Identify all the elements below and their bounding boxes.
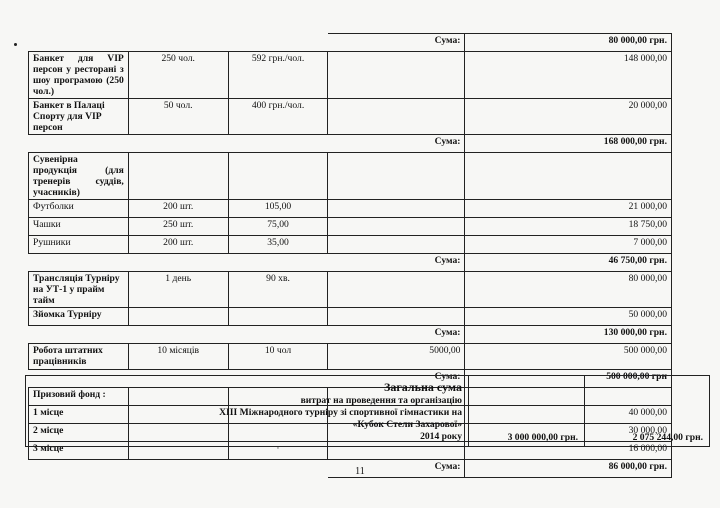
item-name: 1 місце [29,405,129,423]
sum-label: Сума: [328,34,465,52]
sum-row [29,135,672,153]
margin-dot [14,43,17,46]
sum-value: 80 000,00 грн. [465,34,672,52]
table-row [29,52,672,99]
item-total: 40 000,00 [465,405,672,423]
grand-total-line: «Кубок Стели Захарової» [352,418,462,430]
item-total: 20 000,00 [465,99,672,135]
item-price: 400 грн./чол. [228,99,328,135]
grand-total-actual: 2 075 244,00 грн. [585,376,710,447]
sum-row [29,326,672,344]
item-total: 16 000,00 [465,441,672,459]
table-row [29,218,672,236]
sum-label: Сума: [328,369,465,387]
table-row [29,153,672,200]
item-price: 35,00 [228,236,328,254]
item-name: Трансляція Турніру на УТ-1 у прайм тайм [29,272,129,308]
item-qty: 250 шт. [128,218,228,236]
sum-label: Сума: [328,135,465,153]
item-name: Футболки [29,200,129,218]
grand-total-title: Загальна сума [384,380,462,394]
table-row [29,308,672,326]
item-name: Призовий фонд : [29,387,129,405]
item-total: 500 000,00 [465,344,672,369]
sum-label: Сума: [328,459,465,477]
sum-row [29,34,672,52]
sum-row [29,254,672,272]
item-qty: 1 день [128,272,228,308]
item-price: 10 чол [228,344,328,369]
item-name: Чашки [29,218,129,236]
item-total: 7 000,00 [465,236,672,254]
grand-total-line: витрат на проведення та організацію [300,395,462,406]
item-name: 2 місце [29,423,129,441]
sum-value: 500 000,00 грн [465,369,672,387]
sum-value: 46 750,00 грн. [465,254,672,272]
grand-total-table [25,375,710,447]
item-total: 148 000,00 [465,52,672,99]
item-name: Зйомка Турніру [29,308,129,326]
item-total: 30 000,00 [465,423,672,441]
item-total: 21 000,00 [465,200,672,218]
item-unit: 5000,00 [328,344,465,369]
sum-value: 86 000,00 грн. [465,459,672,477]
item-name: Банкет в Палаці Спорту для VIP персон [29,99,129,135]
item-name: Рушники [29,236,129,254]
grand-total-planned: 3 000 000,00 грн. [469,376,585,447]
table-row [29,99,672,135]
table-row [29,200,672,218]
sum-label: Сума: [328,254,465,272]
item-name: Банкет для VIP персон у ресторані з шоу програмою (250 чол.) [33,53,124,98]
table-row [29,236,672,254]
grand-total-line: XIII Міжнародного турніру зі спортивної гімнастики на [219,406,462,418]
item-name: 3 місце [29,441,129,459]
item-qty: 50 чол. [128,99,228,135]
table-row [29,344,672,369]
item-price: 90 хв. [228,272,328,308]
item-price: 75,00 [228,218,328,236]
item-price: 592 грн./чол. [228,52,328,99]
item-name: Сувенірна продукція (для тренерів суддів, учасників) [33,154,124,199]
item-price: 105,00 [228,200,328,218]
item-qty: 200 шт. [128,236,228,254]
sum-value: 168 000,00 грн. [465,135,672,153]
item-total: 80 000,00 [465,272,672,308]
grand-total-line: 2014 року [420,430,462,442]
grand-total-label [26,376,469,447]
item-qty: 250 чол. [128,52,228,99]
sum-value: 130 000,00 грн. [465,326,672,344]
item-price: · [228,441,328,459]
item-qty: 200 шт. [128,200,228,218]
sum-label: Сума: [328,326,465,344]
table-row [29,272,672,308]
item-name: Робота штатних працівників [29,344,129,369]
item-qty: 10 місяців [128,344,228,369]
item-total: 18 750,00 [465,218,672,236]
page-number: 11 [355,466,365,477]
item-total: 50 000,00 [465,308,672,326]
